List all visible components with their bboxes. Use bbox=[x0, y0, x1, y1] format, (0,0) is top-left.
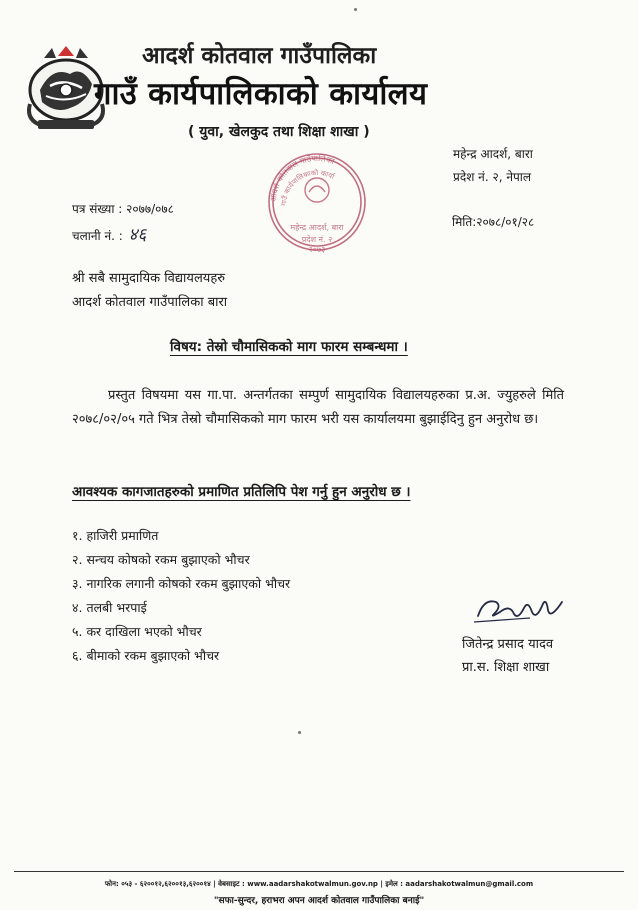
list-item: ६. बीमाको रकम बुझाएको भौचर bbox=[72, 648, 220, 663]
list-item: २. सन्चय कोषको रकम बुझाएको भौचर bbox=[72, 552, 250, 567]
reference-number: पत्र संख्या : २०७७/०७८ bbox=[72, 202, 174, 216]
signer-name: जितेन्द्र प्रसाद यादव bbox=[462, 637, 554, 652]
list-item: १. हाजिरी प्रमाणित bbox=[72, 528, 159, 543]
svg-text:महेन्द्र आदर्श, बारा: महेन्द्र आदर्श, बारा bbox=[290, 223, 344, 232]
section-name: ( युवा, खेलकुद तथा शिक्षा शाखा ) bbox=[188, 124, 370, 140]
address-line-2: प्रदेश नं. २, नेपाल bbox=[453, 170, 532, 184]
recipient-line-2: आदर्श कोतवाल गाउँपालिका बारा bbox=[72, 295, 228, 310]
punch-mark bbox=[298, 731, 301, 734]
footer-slogan: "सफा-सुन्दर, हराभरा अपन आदर्श कोतवाल गाउँपालिका बनाई" bbox=[213, 896, 425, 906]
svg-text:आदर्श कोतवाल गाउँपालिका: आदर्श कोतवाल गाउँपालिका bbox=[268, 153, 336, 203]
svg-text:प्रदेश नं. २: प्रदेश नं. २ bbox=[301, 235, 333, 244]
signer-title: प्रा.स. शिक्षा शाखा bbox=[462, 660, 550, 675]
list-item: ३. नागरिक लगानी कोषको रकम बुझाएको भौचर bbox=[72, 576, 291, 591]
handwritten-signature bbox=[470, 590, 570, 628]
dispatch-label: चलानी नं. : bbox=[72, 229, 123, 243]
office-name: आदर्श कोतवाल गाउँपालिका bbox=[142, 43, 377, 69]
office-title: गाउँ कार्यपालिकाको कार्यालय bbox=[94, 76, 428, 112]
footer-contact: फोन: ०५३ - ६२००१२,६२००१३,६२००१४ | वेबसाइट : www.aadarshakotwalmun.gov.np | इमेल : aadarshakotwalmun@gmail.com bbox=[104, 880, 534, 888]
address-line-1: महेन्द्र आदर्श, बारा bbox=[453, 147, 533, 161]
body-paragraph: प्रस्तुत विषयमा यस गा.पा. अन्तर्गतका सम्पुर्ण सामुदायिक विद्यालयहरुका प्र.अ. ज्युहरुले मिति २०७८/०२/०५ गते भित्र तेस्रो चौमासिकको माग फारम भरी यस कार्यालयमा बुझाईदिनु हुन अनुरोध छ। bbox=[72, 388, 564, 427]
svg-text:२०७३: २०७३ bbox=[308, 245, 326, 254]
letter-date: मिति:२०७८/०१/२८ bbox=[452, 215, 535, 229]
document-list bbox=[72, 524, 290, 668]
svg-text:गाउँ कार्यपालिकाको कार्या: गाउँ कार्यपालिकाको कार्या bbox=[279, 168, 336, 207]
list-item: ५. कर दाखिला भएको भौचर bbox=[72, 624, 202, 639]
dispatch-value: ४६ bbox=[128, 225, 147, 245]
footer-divider bbox=[14, 871, 624, 872]
dispatch-number bbox=[72, 222, 146, 245]
subject-line: विषय: तेस्रो चौमासिकको माग फारम सम्बन्धमा । bbox=[170, 339, 408, 355]
punch-mark bbox=[354, 8, 357, 11]
recipient-line-1: श्री सबै सामुदायिक विद्यायलयहरु bbox=[72, 271, 225, 286]
request-heading: आवश्यक कागजातहरुको प्रमाणित प्रतिलिपि पेश गर्नु हुन अनुरोध छ । bbox=[72, 484, 411, 500]
list-item: ४. तलबी भरपाई bbox=[72, 600, 147, 615]
official-seal-stamp bbox=[262, 150, 372, 255]
